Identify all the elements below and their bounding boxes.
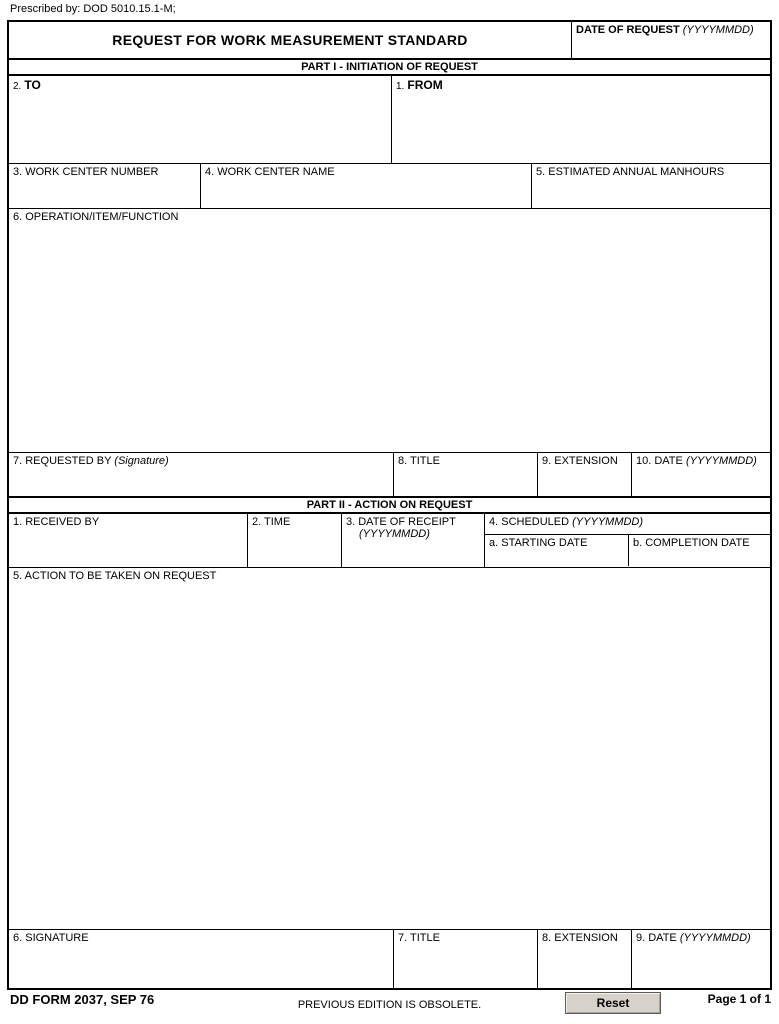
operation-row [9, 209, 770, 453]
completion-date-label: b. COMPLETION DATE [633, 537, 750, 549]
received-by-row [9, 514, 770, 568]
to-label: TO [24, 78, 41, 92]
date-of-request-label: DATE OF REQUEST [576, 24, 680, 36]
signature-row [9, 930, 770, 988]
obsolete-note: PREVIOUS EDITION IS OBSOLETE. [297, 999, 482, 1011]
scheduled-header [485, 514, 770, 535]
scheduled-format: (YYYYMMDD) [572, 516, 644, 528]
requested-by-field[interactable] [9, 453, 394, 496]
part2-date-format: (YYYYMMDD) [679, 932, 751, 944]
time-label: 2. TIME [252, 516, 291, 528]
operation-item-function-field[interactable] [9, 209, 770, 452]
part1-title-label: 8. TITLE [398, 455, 440, 467]
prescribed-by-note: Prescribed by: DOD 5010.15.1-M; [10, 3, 176, 15]
scheduled-label: 4. SCHEDULED [489, 516, 570, 528]
part1-extension-field[interactable] [538, 453, 632, 496]
work-center-number-field[interactable] [9, 164, 201, 208]
header-row [9, 22, 770, 60]
starting-date-label: a. STARTING DATE [489, 537, 588, 549]
requested-by-label: 7. REQUESTED BY [13, 455, 112, 467]
part2-date-label: 9. DATE [636, 932, 677, 944]
requested-by-row [9, 453, 770, 498]
operation-item-function-label: 6. OPERATION/ITEM/FUNCTION [13, 211, 179, 223]
from-field[interactable] [392, 76, 770, 163]
time-field[interactable] [248, 514, 342, 567]
form-title: REQUEST FOR WORK MEASUREMENT STANDARD [9, 22, 572, 58]
from-label: FROM [407, 78, 443, 92]
date-of-receipt-format: (YYYYMMDD) [359, 528, 430, 540]
action-row [9, 568, 770, 930]
from-number: 1. [396, 81, 405, 92]
reset-button[interactable]: Reset [565, 992, 661, 1014]
part1-date-label: 10. DATE [636, 455, 683, 467]
work-center-row [9, 164, 770, 209]
estimated-annual-manhours-field[interactable] [532, 164, 770, 208]
work-center-number-label: 3. WORK CENTER NUMBER [13, 166, 159, 178]
to-from-row [9, 76, 770, 164]
dd-form-2037 [7, 20, 772, 990]
part2-extension-label: 8. EXTENSION [542, 932, 618, 944]
starting-date-field[interactable] [485, 535, 629, 566]
received-by-field[interactable] [9, 514, 248, 567]
date-of-receipt-label: 3. DATE OF RECEIPT [346, 516, 456, 528]
part2-extension-field[interactable] [538, 930, 632, 988]
work-center-name-label: 4. WORK CENTER NAME [205, 166, 335, 178]
estimated-annual-manhours-label: 5. ESTIMATED ANNUAL MANHOURS [536, 166, 725, 178]
part2-date-field[interactable] [632, 930, 770, 988]
part1-title-field[interactable] [394, 453, 538, 496]
form-number: DD FORM 2037, SEP 76 [10, 992, 155, 1007]
date-of-request-field[interactable] [572, 22, 770, 58]
to-field[interactable] [9, 76, 392, 163]
action-to-be-taken-field[interactable] [9, 568, 770, 929]
to-number: 2. [13, 81, 22, 92]
received-by-label: 1. RECEIVED BY [13, 516, 100, 528]
signature-label: 6. SIGNATURE [13, 932, 89, 944]
work-center-name-field[interactable] [201, 164, 532, 208]
scheduled-cell [485, 514, 770, 567]
part1-date-format: (YYYYMMDD) [685, 455, 757, 467]
scheduled-subrow [485, 535, 770, 566]
completion-date-field[interactable] [629, 535, 770, 566]
part1-extension-label: 9. EXTENSION [542, 455, 618, 467]
date-of-receipt-field[interactable] [342, 514, 485, 567]
signature-field[interactable] [9, 930, 394, 988]
part2-title-label: 7. TITLE [398, 932, 440, 944]
date-of-request-format: (YYYYMMDD) [682, 24, 754, 36]
part1-date-field[interactable] [632, 453, 770, 496]
part1-heading: PART I - INITIATION OF REQUEST [9, 60, 770, 76]
part2-heading: PART II - ACTION ON REQUEST [9, 498, 770, 514]
requested-by-hint: (Signature) [114, 455, 169, 467]
part2-title-field[interactable] [394, 930, 538, 988]
action-to-be-taken-label: 5. ACTION TO BE TAKEN ON REQUEST [13, 570, 217, 582]
page-number: Page 1 of 1 [707, 992, 771, 1006]
